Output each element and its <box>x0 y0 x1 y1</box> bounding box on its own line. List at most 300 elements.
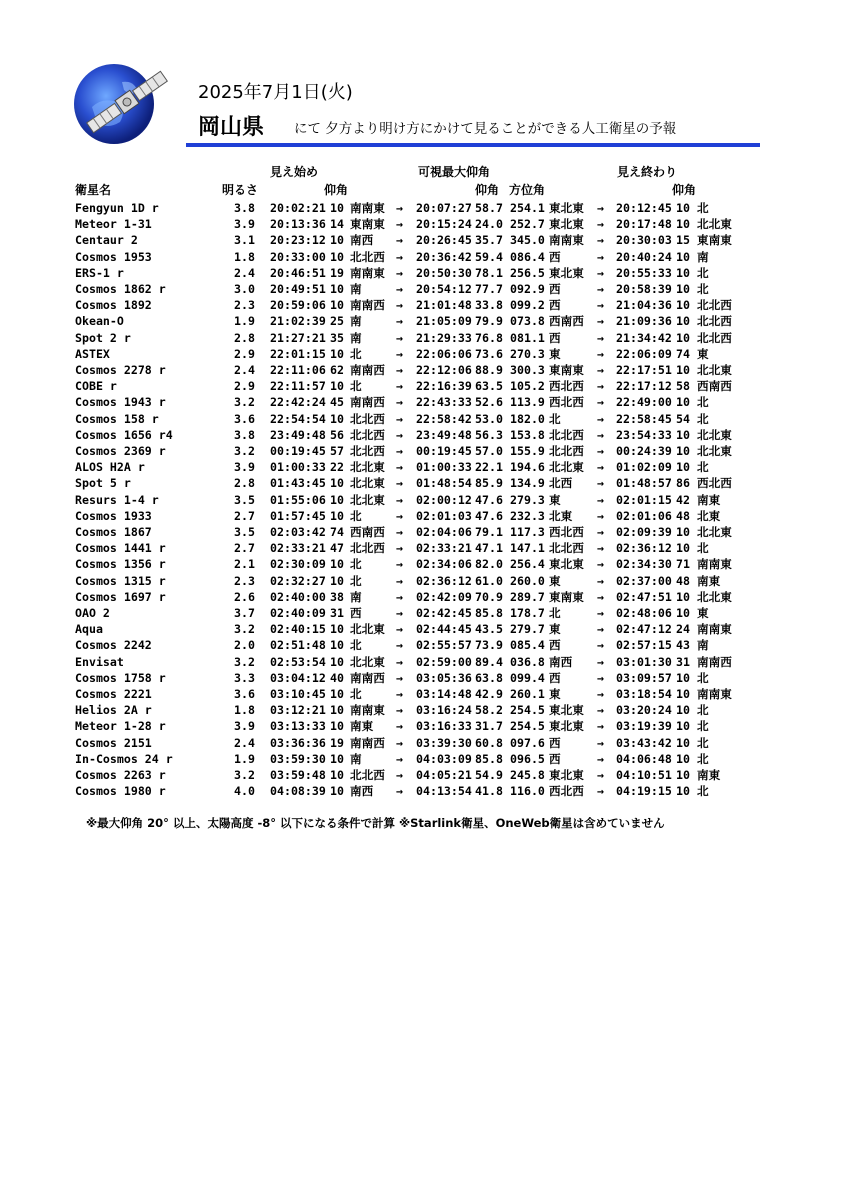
satellite-name: Spot 2 r <box>75 330 131 345</box>
disappear-time: 04:10:51 <box>616 768 672 782</box>
disappear-direction: 北 <box>697 282 709 296</box>
satellite-name: Aqua <box>75 622 103 637</box>
max-azimuth: 099.2 <box>510 298 545 313</box>
col-header-appear: 見え始め <box>270 165 319 179</box>
disappear-direction: 北北東 <box>697 444 732 458</box>
magnitude: 2.8 <box>234 330 255 345</box>
appear-direction: 北北西 <box>350 541 385 556</box>
max-elevation: 47.1 <box>475 541 503 556</box>
disappear-time: 02:36:12 <box>616 541 672 556</box>
magnitude: 2.4 <box>234 363 255 377</box>
forecast-date: 2025年7月1日(火) <box>198 82 353 103</box>
satellite-name: Cosmos 2221 <box>75 687 152 701</box>
disappear-time: 02:01:06 <box>616 508 672 523</box>
arrow: → <box>396 330 403 345</box>
max-elevation: 33.8 <box>475 298 503 313</box>
max-azimuth: 289.7 <box>510 589 545 604</box>
satellite-name: Centaur 2 <box>75 233 138 248</box>
max-time: 03:16:33 <box>416 719 472 734</box>
arrow: → <box>396 444 403 458</box>
max-elevation: 82.0 <box>475 557 503 572</box>
satellite-name: Cosmos 2242 <box>75 638 152 653</box>
magnitude: 3.2 <box>234 768 255 782</box>
max-azimuth: 147.1 <box>510 541 545 556</box>
disappear-direction: 北 <box>697 460 709 475</box>
appear-time: 02:53:54 <box>270 654 326 669</box>
appear-time: 02:40:15 <box>270 622 326 637</box>
appear-time: 03:59:30 <box>270 751 326 766</box>
arrow: → <box>396 784 403 799</box>
appear-elevation: 10 <box>330 346 344 361</box>
appear-time: 02:32:27 <box>270 573 326 588</box>
arrow: → <box>597 330 604 345</box>
max-time: 20:36:42 <box>416 249 472 264</box>
appear-direction: 南南西 <box>350 395 385 410</box>
max-azimuth: 232.3 <box>510 508 545 523</box>
arrow: → <box>597 282 604 296</box>
disappear-elevation: 10 <box>676 298 690 313</box>
disappear-time: 21:04:36 <box>616 298 672 313</box>
disappear-elevation: 10 <box>676 427 690 442</box>
appear-time: 21:02:39 <box>270 314 326 329</box>
max-elevation: 59.4 <box>475 249 503 264</box>
appear-elevation: 10 <box>330 784 344 799</box>
max-time: 03:16:24 <box>416 703 472 718</box>
arrow: → <box>597 557 604 572</box>
max-direction: 西 <box>549 735 561 750</box>
arrow: → <box>396 411 403 426</box>
appear-direction: 北北東 <box>350 476 385 491</box>
appear-direction: 北北西 <box>350 427 385 442</box>
satellite-earth-logo-icon <box>72 52 184 152</box>
table-row <box>0 459 848 475</box>
appear-direction: 北 <box>350 346 362 361</box>
disappear-direction: 南東 <box>697 573 721 588</box>
appear-time: 02:40:09 <box>270 606 326 620</box>
satellite-name: Okean-O <box>75 314 124 329</box>
col-header-azimuth: 方位角 <box>509 183 546 197</box>
disappear-time: 20:40:24 <box>616 249 672 264</box>
appear-elevation: 10 <box>330 719 344 734</box>
arrow: → <box>597 476 604 491</box>
arrow: → <box>597 573 604 588</box>
table-row <box>0 330 848 346</box>
max-direction: 西北西 <box>549 379 584 394</box>
max-elevation: 63.5 <box>475 379 503 394</box>
max-time: 02:36:12 <box>416 573 472 588</box>
max-elevation: 88.9 <box>475 363 503 377</box>
arrow: → <box>597 492 604 507</box>
max-elevation: 61.0 <box>475 573 503 588</box>
max-elevation: 89.4 <box>475 654 503 669</box>
appear-elevation: 19 <box>330 265 344 280</box>
disappear-time: 20:58:39 <box>616 282 672 296</box>
disappear-elevation: 48 <box>676 573 690 588</box>
appear-elevation: 10 <box>330 638 344 653</box>
magnitude: 2.9 <box>234 346 255 361</box>
arrow: → <box>396 768 403 782</box>
arrow: → <box>597 654 604 669</box>
arrow: → <box>396 541 403 556</box>
disappear-time: 22:06:09 <box>616 346 672 361</box>
appear-direction: 南南西 <box>350 363 385 377</box>
max-elevation: 85.8 <box>475 606 503 620</box>
col-header-name: 衛星名 <box>75 183 112 197</box>
arrow: → <box>597 233 604 248</box>
disappear-direction: 南南西 <box>697 654 732 669</box>
disappear-elevation: 10 <box>676 444 690 458</box>
max-direction: 東南東 <box>549 363 584 377</box>
arrow: → <box>396 427 403 442</box>
magnitude: 2.6 <box>234 589 255 604</box>
appear-elevation: 10 <box>330 703 344 718</box>
disappear-time: 02:34:30 <box>616 557 672 572</box>
max-time: 23:49:48 <box>416 427 472 442</box>
appear-time: 03:36:36 <box>270 735 326 750</box>
arrow: → <box>597 703 604 718</box>
arrow: → <box>396 363 403 377</box>
table-row <box>0 281 848 297</box>
arrow: → <box>396 217 403 232</box>
max-direction: 北北東 <box>549 460 584 475</box>
disappear-elevation: 10 <box>676 249 690 264</box>
appear-direction: 南南東 <box>350 703 385 718</box>
disappear-elevation: 42 <box>676 492 690 507</box>
magnitude: 3.1 <box>234 233 255 248</box>
table-row <box>0 670 848 686</box>
disappear-time: 02:48:06 <box>616 606 672 620</box>
disappear-time: 03:19:39 <box>616 719 672 734</box>
max-azimuth: 134.9 <box>510 476 545 491</box>
appear-elevation: 14 <box>330 217 344 232</box>
disappear-elevation: 10 <box>676 395 690 410</box>
max-direction: 北北西 <box>549 541 584 556</box>
disappear-elevation: 10 <box>676 670 690 685</box>
arrow: → <box>396 233 403 248</box>
table-row <box>0 297 848 313</box>
arrow: → <box>597 622 604 637</box>
max-elevation: 47.6 <box>475 508 503 523</box>
disappear-direction: 北 <box>697 670 709 685</box>
satellite-name: Helios 2A r <box>75 703 152 718</box>
table-row <box>0 735 848 751</box>
arrow: → <box>396 298 403 313</box>
appear-direction: 西南西 <box>350 525 385 539</box>
disappear-elevation: 10 <box>676 751 690 766</box>
disappear-time: 20:55:33 <box>616 265 672 280</box>
max-direction: 北 <box>549 606 561 620</box>
disappear-direction: 北北東 <box>697 525 732 539</box>
satellite-name: Meteor 1-28 r <box>75 719 166 734</box>
table-row <box>0 702 848 718</box>
arrow: → <box>597 411 604 426</box>
max-direction: 北東 <box>549 508 573 523</box>
max-azimuth: 254.5 <box>510 719 545 734</box>
max-time: 04:03:09 <box>416 751 472 766</box>
arrow: → <box>396 573 403 588</box>
max-elevation: 78.1 <box>475 265 503 280</box>
appear-time: 20:33:00 <box>270 249 326 264</box>
table-row <box>0 492 848 508</box>
appear-time: 03:59:48 <box>270 768 326 782</box>
max-azimuth: 178.7 <box>510 606 545 620</box>
appear-direction: 西 <box>350 606 362 620</box>
arrow: → <box>597 508 604 523</box>
max-time: 21:05:09 <box>416 314 472 329</box>
appear-time: 20:02:21 <box>270 201 326 215</box>
max-elevation: 58.7 <box>475 201 503 215</box>
max-time: 22:43:33 <box>416 395 472 410</box>
max-direction: 西 <box>549 670 561 685</box>
max-azimuth: 073.8 <box>510 314 545 329</box>
disappear-time: 04:06:48 <box>616 751 672 766</box>
disappear-direction: 北北西 <box>697 330 732 345</box>
max-elevation: 35.7 <box>475 233 503 248</box>
satellite-name: ALOS H2A r <box>75 460 145 475</box>
appear-direction: 北北東 <box>350 460 385 475</box>
max-elevation: 79.9 <box>475 314 503 329</box>
max-time: 21:01:48 <box>416 298 472 313</box>
appear-direction: 南 <box>350 751 362 766</box>
satellite-name: In-Cosmos 24 r <box>75 751 173 766</box>
arrow: → <box>597 346 604 361</box>
appear-elevation: 10 <box>330 201 344 215</box>
appear-direction: 東南東 <box>350 217 385 232</box>
max-elevation: 42.9 <box>475 687 503 701</box>
disappear-direction: 北北西 <box>697 298 732 313</box>
disappear-direction: 北 <box>697 784 709 799</box>
disappear-direction: 北北東 <box>697 217 732 232</box>
max-direction: 東北東 <box>549 217 584 232</box>
satellite-name: Cosmos 1980 r <box>75 784 166 799</box>
appear-elevation: 10 <box>330 476 344 491</box>
max-direction: 東北東 <box>549 265 584 280</box>
disappear-elevation: 10 <box>676 201 690 215</box>
appear-direction: 北 <box>350 687 362 701</box>
appear-time: 20:13:36 <box>270 217 326 232</box>
max-azimuth: 279.3 <box>510 492 545 507</box>
max-direction: 北 <box>549 411 561 426</box>
disappear-elevation: 10 <box>676 282 690 296</box>
prefecture-title: 岡山県 <box>198 115 265 140</box>
arrow: → <box>396 314 403 329</box>
magnitude: 2.8 <box>234 476 255 491</box>
arrow: → <box>396 379 403 394</box>
disappear-direction: 北 <box>697 735 709 750</box>
magnitude: 1.9 <box>234 751 255 766</box>
max-time: 02:04:06 <box>416 525 472 539</box>
max-elevation: 57.0 <box>475 444 503 458</box>
disappear-direction: 北 <box>697 201 709 215</box>
max-direction: 南西 <box>549 654 573 669</box>
arrow: → <box>396 751 403 766</box>
max-direction: 西 <box>549 249 561 264</box>
appear-time: 03:04:12 <box>270 670 326 685</box>
table-row <box>0 362 848 378</box>
disappear-time: 20:12:45 <box>616 201 672 215</box>
appear-time: 02:40:00 <box>270 589 326 604</box>
disappear-elevation: 43 <box>676 638 690 653</box>
appear-direction: 北北東 <box>350 622 385 637</box>
max-time: 22:16:39 <box>416 379 472 394</box>
arrow: → <box>597 768 604 782</box>
max-direction: 東 <box>549 687 561 701</box>
table-row <box>0 249 848 265</box>
table-row <box>0 232 848 248</box>
table-row <box>0 783 848 799</box>
disappear-direction: 南東 <box>697 492 721 507</box>
disappear-elevation: 10 <box>676 265 690 280</box>
max-elevation: 54.9 <box>475 768 503 782</box>
disappear-elevation: 31 <box>676 654 690 669</box>
appear-elevation: 10 <box>330 379 344 394</box>
table-row <box>0 411 848 427</box>
disappear-time: 21:09:36 <box>616 314 672 329</box>
appear-elevation: 45 <box>330 395 344 410</box>
max-azimuth: 036.8 <box>510 654 545 669</box>
appear-direction: 北北西 <box>350 249 385 264</box>
arrow: → <box>396 282 403 296</box>
table-row <box>0 443 848 459</box>
magnitude: 3.3 <box>234 670 255 685</box>
appear-direction: 北北西 <box>350 444 385 458</box>
max-time: 03:14:48 <box>416 687 472 701</box>
satellite-name: Cosmos 2151 <box>75 735 152 750</box>
magnitude: 3.8 <box>234 427 255 442</box>
max-elevation: 85.8 <box>475 751 503 766</box>
col-header-magnitude: 明るさ <box>222 183 259 197</box>
arrow: → <box>597 784 604 799</box>
table-row <box>0 200 848 216</box>
appear-time: 20:49:51 <box>270 282 326 296</box>
satellite-name: Cosmos 1441 r <box>75 541 166 556</box>
disappear-direction: 東南東 <box>697 233 732 248</box>
arrow: → <box>396 638 403 653</box>
satellite-name: Cosmos 1356 r <box>75 557 166 572</box>
max-time: 02:55:57 <box>416 638 472 653</box>
satellite-name: ASTEX <box>75 346 110 361</box>
max-azimuth: 245.8 <box>510 768 545 782</box>
max-elevation: 53.0 <box>475 411 503 426</box>
disappear-elevation: 10 <box>676 314 690 329</box>
max-time: 22:06:06 <box>416 346 472 361</box>
max-time: 03:39:30 <box>416 735 472 750</box>
appear-time: 20:23:12 <box>270 233 326 248</box>
disappear-time: 20:30:03 <box>616 233 672 248</box>
max-direction: 東 <box>549 573 561 588</box>
magnitude: 2.7 <box>234 541 255 556</box>
max-elevation: 24.0 <box>475 217 503 232</box>
max-azimuth: 270.3 <box>510 346 545 361</box>
appear-time: 21:27:21 <box>270 330 326 345</box>
max-azimuth: 096.5 <box>510 751 545 766</box>
table-row <box>0 313 848 329</box>
max-azimuth: 153.8 <box>510 427 545 442</box>
arrow: → <box>396 492 403 507</box>
table-row <box>0 346 848 362</box>
table-row <box>0 718 848 734</box>
appear-direction: 南西 <box>350 784 374 799</box>
disappear-time: 23:54:33 <box>616 427 672 442</box>
max-time: 22:12:06 <box>416 363 472 377</box>
max-time: 01:48:54 <box>416 476 472 491</box>
arrow: → <box>597 314 604 329</box>
appear-time: 22:11:57 <box>270 379 326 394</box>
table-row <box>0 394 848 410</box>
arrow: → <box>396 703 403 718</box>
table-row <box>0 475 848 491</box>
disappear-time: 03:01:30 <box>616 654 672 669</box>
disappear-time: 02:47:51 <box>616 589 672 604</box>
appear-elevation: 10 <box>330 751 344 766</box>
disappear-direction: 南南東 <box>697 622 732 637</box>
magnitude: 1.8 <box>234 249 255 264</box>
table-row <box>0 378 848 394</box>
max-direction: 北西 <box>549 476 573 491</box>
max-azimuth: 254.5 <box>510 703 545 718</box>
col-header-elev2: 仰角 <box>475 183 500 197</box>
appear-elevation: 10 <box>330 687 344 701</box>
arrow: → <box>597 541 604 556</box>
table-row <box>0 508 848 524</box>
appear-direction: 南南西 <box>350 298 385 313</box>
appear-time: 00:19:45 <box>270 444 326 458</box>
max-elevation: 58.2 <box>475 703 503 718</box>
magnitude: 1.8 <box>234 703 255 718</box>
appear-elevation: 10 <box>330 573 344 588</box>
disappear-elevation: 86 <box>676 476 690 491</box>
appear-direction: 南南西 <box>350 670 385 685</box>
magnitude: 3.2 <box>234 622 255 637</box>
max-elevation: 22.1 <box>475 460 503 475</box>
magnitude: 3.2 <box>234 444 255 458</box>
arrow: → <box>597 298 604 313</box>
appear-time: 01:43:45 <box>270 476 326 491</box>
magnitude: 1.9 <box>234 314 255 329</box>
appear-direction: 北北西 <box>350 768 385 782</box>
max-direction: 西 <box>549 751 561 766</box>
arrow: → <box>396 735 403 750</box>
max-direction: 北北西 <box>549 427 584 442</box>
disappear-elevation: 10 <box>676 589 690 604</box>
max-azimuth: 260.0 <box>510 573 545 588</box>
max-direction: 西北西 <box>549 784 584 799</box>
disappear-time: 20:17:48 <box>616 217 672 232</box>
satellite-name: Cosmos 2369 r <box>75 444 166 458</box>
appear-elevation: 62 <box>330 363 344 377</box>
disappear-elevation: 10 <box>676 606 690 620</box>
disappear-time: 02:37:00 <box>616 573 672 588</box>
appear-time: 01:57:45 <box>270 508 326 523</box>
disappear-elevation: 74 <box>676 346 690 361</box>
col-header-elev3: 仰角 <box>672 183 697 197</box>
arrow: → <box>396 557 403 572</box>
appear-elevation: 47 <box>330 541 344 556</box>
appear-elevation: 40 <box>330 670 344 685</box>
col-header-disappear: 見え終わり <box>617 165 678 179</box>
satellite-name: Cosmos 1315 r <box>75 573 166 588</box>
max-azimuth: 116.0 <box>510 784 545 799</box>
appear-elevation: 38 <box>330 589 344 604</box>
arrow: → <box>396 687 403 701</box>
arrow: → <box>597 265 604 280</box>
table-row <box>0 589 848 605</box>
magnitude: 3.6 <box>234 687 255 701</box>
appear-direction: 南南西 <box>350 735 385 750</box>
arrow: → <box>597 444 604 458</box>
table-row <box>0 524 848 540</box>
disappear-direction: 北北東 <box>697 589 732 604</box>
